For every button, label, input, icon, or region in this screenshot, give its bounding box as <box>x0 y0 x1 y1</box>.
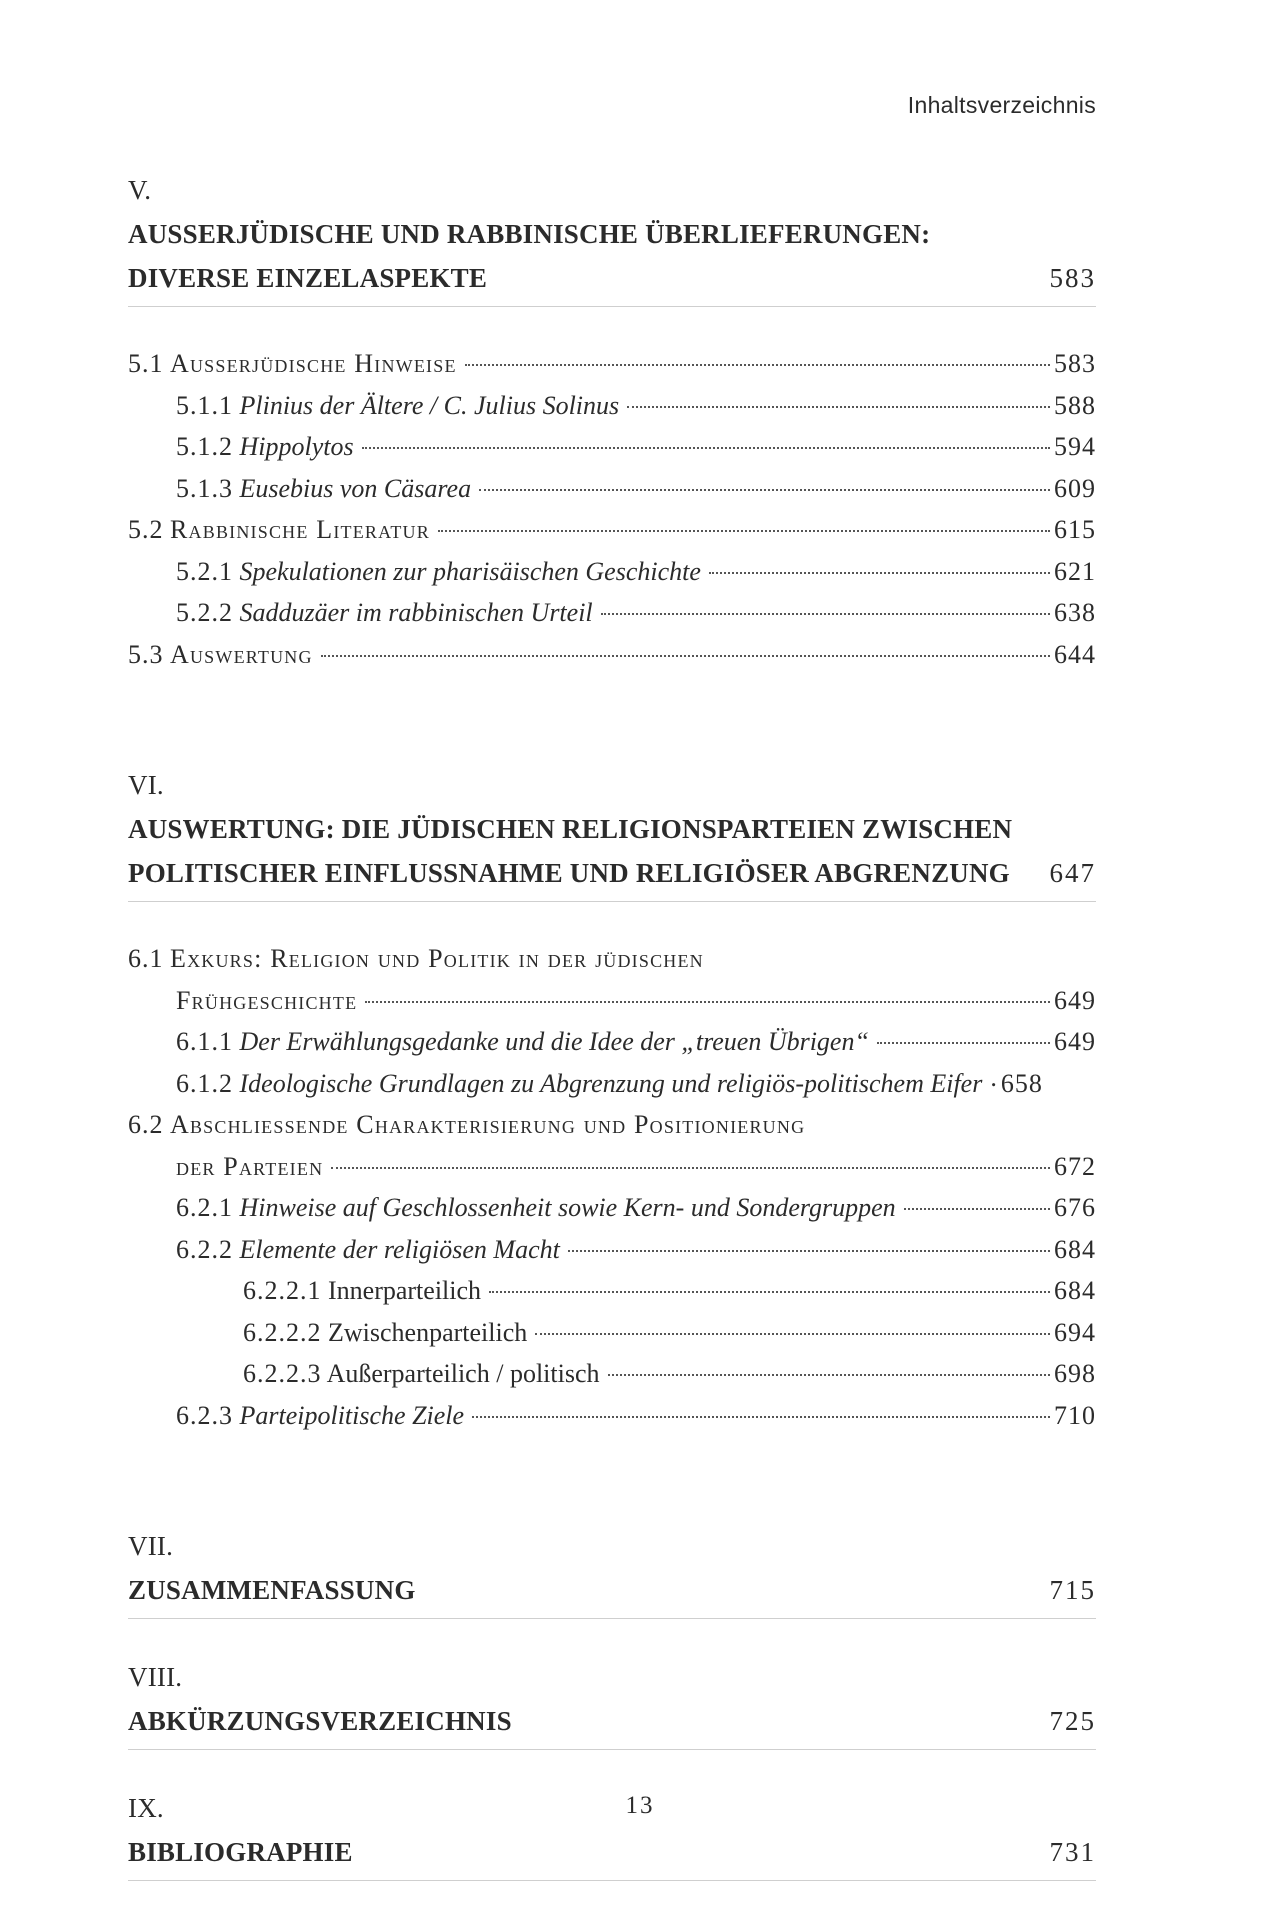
entry-title: Auswertung <box>170 639 313 669</box>
entry-number: 6.1.2 <box>176 1068 233 1098</box>
entry-number: 6.2 <box>128 1110 164 1139</box>
part-v <box>128 168 1096 675</box>
entry-title: Zwischenparteilich <box>328 1317 528 1347</box>
entry-title: Innerparteilich <box>328 1276 482 1305</box>
toc-entry-5-2-2[interactable] <box>128 592 1096 634</box>
entry-number: 5.2.2 <box>176 598 233 627</box>
entry-page: 684 <box>1054 1234 1096 1264</box>
part-number: VII. <box>128 1531 174 1561</box>
toc-entry-5-1-2[interactable] <box>128 426 1096 468</box>
entry-number: 5.2.1 <box>176 556 233 586</box>
part-title-line1: AUSSERJÜDISCHE UND RABBINISCHE ÜBERLIEFERUNGEN: <box>128 219 931 249</box>
entry-page: 672 <box>1054 1151 1096 1181</box>
leader-dots <box>321 655 1050 657</box>
toc-entry-6-2-2[interactable] <box>128 1229 1096 1271</box>
leader-dots <box>877 1042 1050 1044</box>
entry-number: 5.2 <box>128 515 164 544</box>
entry-number: 5.3 <box>128 639 164 669</box>
entry-number: 6.2.2.3 <box>243 1359 322 1388</box>
entry-number: 5.1 <box>128 349 164 378</box>
entry-title-line1: Abschliessende Charakterisierung und Positionierung <box>170 1110 806 1139</box>
part-viii-heading[interactable] <box>128 1655 1096 1750</box>
running-head: Inhaltsverzeichnis <box>907 92 1096 118</box>
leader-dots <box>535 1333 1050 1335</box>
entry-page: 649 <box>1054 985 1096 1015</box>
toc-entry-6-1[interactable] <box>128 938 1096 1021</box>
leader-dots <box>709 572 1050 574</box>
table-of-contents <box>128 168 1096 1881</box>
entry-page: 676 <box>1054 1193 1096 1222</box>
toc-entry-5-1[interactable] <box>128 343 1096 385</box>
leader-dots <box>627 406 1050 408</box>
entry-page: 621 <box>1054 556 1096 586</box>
entry-title: Sadduzäer im rabbinischen Urteil <box>239 598 593 627</box>
leader-dots <box>479 489 1050 491</box>
entry-page: 694 <box>1054 1317 1096 1347</box>
part-title: BIBLIOGRAPHIE <box>128 1837 353 1867</box>
entry-title-line2: Frühgeschichte <box>176 985 358 1015</box>
entry-page: 588 <box>1054 390 1096 420</box>
leader-dots <box>472 1416 1050 1418</box>
entry-title: Hinweise auf Geschlossenheit sowie Kern- und Sondergruppen <box>239 1193 896 1222</box>
toc-entry-6-2-1[interactable] <box>128 1187 1096 1229</box>
part-v-heading[interactable] <box>128 168 1096 307</box>
entry-title: Ausserjüdische Hinweise <box>170 349 457 378</box>
entry-page: 658 <box>1000 1068 1043 1098</box>
part-page: 725 <box>1049 1706 1096 1736</box>
toc-entry-6-2-2-2[interactable] <box>128 1312 1096 1354</box>
toc-entry-6-2-3[interactable] <box>128 1395 1096 1437</box>
entry-number: 6.1.1 <box>176 1027 233 1056</box>
part-page: 715 <box>1049 1575 1096 1605</box>
entry-title: Spekulationen zur pharisäischen Geschichte <box>239 556 701 586</box>
toc-entry-6-1-1[interactable] <box>128 1021 1096 1063</box>
toc-entry-6-2-2-3[interactable] <box>128 1353 1096 1395</box>
toc-entry-6-2[interactable] <box>128 1104 1096 1187</box>
entry-page: 710 <box>1054 1400 1096 1430</box>
part-title: ZUSAMMENFASSUNG <box>128 1575 416 1605</box>
entry-title-line1: Exkurs: Religion und Politik in der jüdischen <box>170 944 704 973</box>
toc-entry-6-2-2-1[interactable] <box>128 1270 1096 1312</box>
entry-number: 6.2.1 <box>176 1193 233 1222</box>
entry-number: 6.1 <box>128 944 164 973</box>
entry-page: 638 <box>1054 598 1096 627</box>
leader-dots <box>608 1374 1050 1376</box>
part-page: 647 <box>1049 858 1096 888</box>
entry-title: Der Erwählungsgedanke und die Idee der „treuen Übrigen“ <box>239 1027 869 1056</box>
part-title-line1: AUSWERTUNG: DIE JÜDISCHEN RELIGIONSPARTEIEN ZWISCHEN <box>128 814 1013 844</box>
entry-page: 615 <box>1054 515 1096 544</box>
leader-dots <box>365 1001 1050 1003</box>
toc-entry-5-2[interactable] <box>128 509 1096 551</box>
leader-dots <box>489 1291 1050 1293</box>
part-number: VI. <box>128 770 164 800</box>
entry-title: Elemente der religiösen Macht <box>239 1234 560 1264</box>
entry-number: 6.2.3 <box>176 1400 233 1430</box>
entry-page: 644 <box>1054 639 1096 669</box>
entry-page: 649 <box>1054 1027 1096 1056</box>
toc-entry-6-1-2[interactable] <box>128 1063 1096 1105</box>
part-page: 583 <box>1049 263 1096 293</box>
part-vii-heading[interactable] <box>128 1524 1096 1619</box>
entry-title: Hippolytos <box>239 432 354 461</box>
leader-dots <box>465 364 1050 366</box>
entry-page: 609 <box>1054 473 1096 503</box>
leader-dots <box>904 1208 1050 1210</box>
entry-title: Rabbinische Literatur <box>170 515 430 544</box>
entry-title: Ideologische Grundlagen zu Abgrenzung und religiös-politischem Eifer <box>239 1068 983 1098</box>
entry-title: Plinius der Ältere / C. Julius Solinus <box>239 390 620 420</box>
leader-dots <box>438 530 1050 532</box>
leader-dots <box>331 1167 1050 1169</box>
entry-title: Außerparteilich / politisch <box>326 1359 600 1388</box>
part-number: VIII. <box>128 1662 183 1692</box>
entry-number: 6.2.2.1 <box>243 1276 322 1305</box>
entry-title: Eusebius von Cäsarea <box>239 473 472 503</box>
part-number: IX. <box>128 1793 164 1823</box>
entry-page: 583 <box>1054 349 1096 378</box>
part-title: ABKÜRZUNGSVERZEICHNIS <box>128 1706 512 1736</box>
entry-page: 594 <box>1054 432 1096 461</box>
entry-page: 684 <box>1054 1276 1096 1305</box>
part-vi <box>128 763 1096 1436</box>
page-number: 13 <box>625 1792 655 1819</box>
part-vii <box>128 1524 1096 1619</box>
entry-number: 5.1.2 <box>176 432 233 461</box>
part-viii <box>128 1655 1096 1750</box>
entry-page: 698 <box>1054 1359 1096 1388</box>
leader-dots <box>568 1250 1050 1252</box>
entry-number: 5.1.1 <box>176 390 233 420</box>
toc-entry-5-3[interactable] <box>128 634 1096 676</box>
leader-dots: . <box>990 1062 997 1092</box>
entry-title: Parteipolitische Ziele <box>239 1400 465 1430</box>
part-title-line2: DIVERSE EINZELASPEKTE <box>128 263 488 293</box>
part-page: 731 <box>1049 1837 1096 1867</box>
part-number: V. <box>128 175 152 205</box>
entry-number: 5.1.3 <box>176 473 233 503</box>
part-title-line2: POLITISCHER EINFLUSSNAHME UND RELIGIÖSER ABGRENZUNG <box>128 858 1010 888</box>
toc-entry-5-1-3[interactable] <box>128 468 1096 510</box>
toc-entry-5-1-1[interactable] <box>128 385 1096 427</box>
toc-entry-5-2-1[interactable] <box>128 551 1096 593</box>
entry-title-line2: der Parteien <box>176 1151 324 1181</box>
leader-dots <box>601 613 1050 615</box>
entry-number: 6.2.2.2 <box>243 1317 322 1347</box>
entry-number: 6.2.2 <box>176 1234 233 1264</box>
leader-dots <box>362 447 1050 449</box>
part-vi-heading[interactable] <box>128 763 1096 902</box>
